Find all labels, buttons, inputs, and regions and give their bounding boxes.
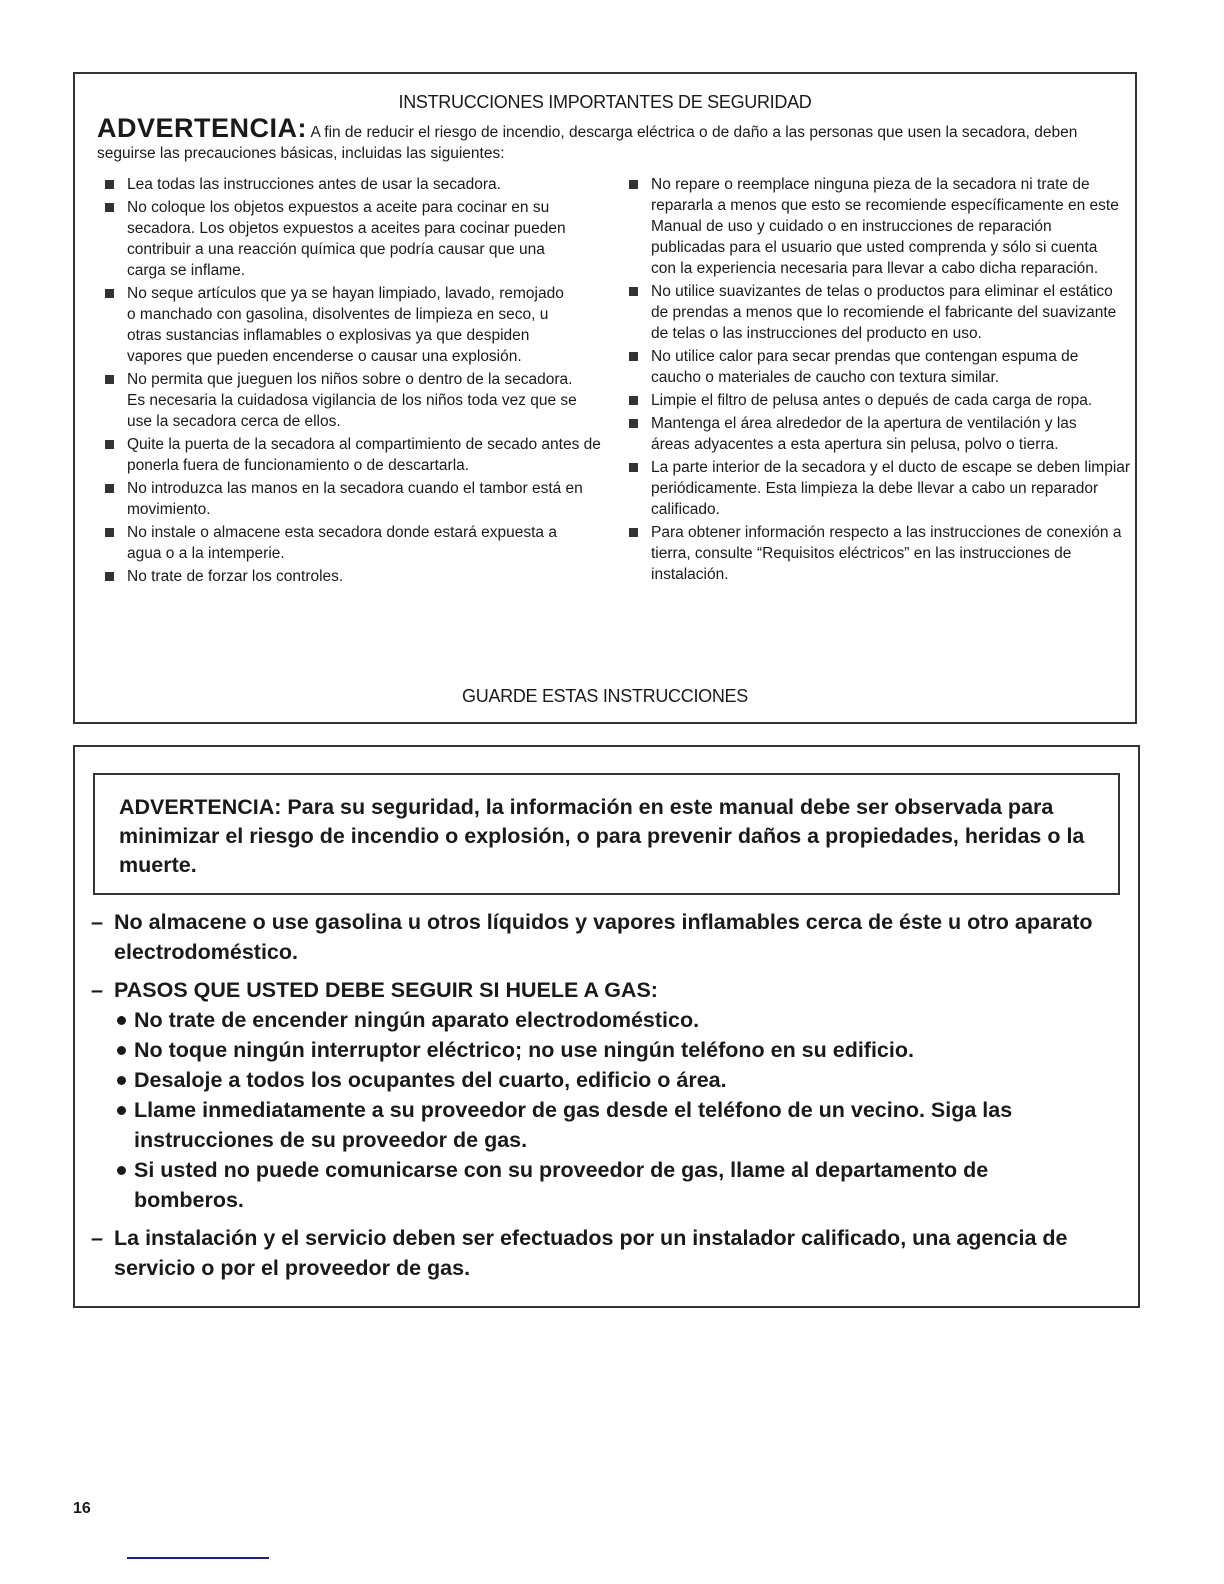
bullet-square-icon	[105, 180, 114, 189]
left-column	[101, 174, 601, 589]
item-text: Mantenga el área alrededor de la apertura de ventilación y las áreas adyacentes a esta apertura sin pelusa, polvo o tierra.	[651, 415, 1077, 453]
bullet-square-icon	[105, 528, 114, 537]
footer-rule	[127, 1557, 269, 1559]
item-text: No trate de forzar los controles.	[127, 568, 344, 585]
item-text: No introduzca las manos en la secadora cuando el tambor está en movimiento.	[127, 480, 583, 518]
step-item	[91, 1065, 1131, 1095]
bullet-square-icon	[629, 287, 638, 296]
item-text: La parte interior de la secadora y el ducto de escape se deben limpiar periódicamente. Esta limpieza la debe llevar a cabo un reparador calificado.	[651, 459, 1131, 518]
list-item	[101, 283, 567, 367]
bullet-square-icon	[629, 396, 638, 405]
bullet-square-icon	[629, 463, 638, 472]
list-item	[101, 522, 557, 564]
warning-label: ADVERTENCIA:	[97, 113, 308, 143]
item-text: No utilice calor para secar prendas que contengan espuma de caucho o materiales de caucho con textura similar.	[651, 348, 1079, 386]
step-text: No toque ningún interruptor eléctrico; no use ningún teléfono en su edificio.	[134, 1038, 914, 1062]
list-item	[101, 478, 597, 520]
bullet-dot-icon	[117, 1016, 126, 1025]
list-item	[625, 522, 1131, 585]
bullet-square-icon	[629, 180, 638, 189]
list-item	[101, 197, 582, 281]
dash-marker: –	[91, 910, 103, 934]
page-number: 16	[73, 1500, 91, 1517]
item-text: Lea todas las instrucciones antes de usar la secadora.	[127, 176, 501, 193]
gas-instructions	[91, 907, 1131, 1283]
bullet-square-icon	[105, 572, 114, 581]
list-item	[101, 434, 601, 476]
list-item	[625, 174, 1121, 279]
step-item	[91, 1155, 1094, 1215]
step-item	[91, 1035, 1131, 1065]
list-item	[625, 413, 1116, 455]
item-text: No instale o almacene esta secadora donde estará expuesta a agua o a la intemperie.	[127, 524, 557, 562]
item-text: No utilice suavizantes de telas o productos para eliminar el estático de prendas a menos que lo recomiende el fabricante del suavizante de telas o las instrucciones del producto en uso.	[651, 283, 1117, 342]
list-item	[101, 369, 577, 432]
bullet-square-icon	[105, 289, 114, 298]
bullet-dot-icon	[117, 1076, 126, 1085]
bullet-dot-icon	[117, 1046, 126, 1055]
step-text: No trate de encender ningún aparato electrodoméstico.	[134, 1008, 700, 1032]
list-item	[625, 457, 1131, 520]
dash-item-1: No almacene o use gasolina u otros líquidos y vapores inflamables cerca de éste u otro aparato electrodoméstico.	[114, 910, 1093, 964]
bullet-dot-icon	[117, 1106, 126, 1115]
item-text: No seque artículos que ya se hayan limpiado, lavado, remojado o manchado con gasolina, disolventes de limpieza en seco, u otras sustancias inflamables o explosivas ya que despiden vapores que pueden encenderse o causar una explosión.	[127, 285, 564, 365]
bullet-square-icon	[105, 203, 114, 212]
step-text: Si usted no puede comunicarse con su proveedor de gas, llame al departamento de bomberos.	[134, 1158, 989, 1212]
safety-instructions-box	[73, 72, 1137, 724]
save-instructions-heading: GUARDE ESTAS INSTRUCCIONES	[462, 686, 748, 706]
safety-title: INSTRUCCIONES IMPORTANTES DE SEGURIDAD	[398, 92, 812, 112]
item-text: No repare o reemplace ninguna pieza de la secadora ni trate de repararla a menos que esto se recomiende específicamente en este Manual de uso y cuidado o en instrucciones de reparación publicadas para el usuario que usted comprenda y sólo si cuenta con la experiencia necesaria para llevar a cabo dicha reparación.	[651, 176, 1119, 277]
step-item	[91, 1095, 1054, 1155]
bullet-square-icon	[629, 419, 638, 428]
list-item	[101, 174, 601, 195]
dash-marker: –	[91, 1226, 103, 1250]
inner-warning-box: ADVERTENCIA: Para su seguridad, la información en este manual debe ser observada para minimizar el riesgo de incendio o explosión, o para prevenir daños a propiedades, heridas o la muerte.	[93, 773, 1120, 895]
step-text: Desaloje a todos los ocupantes del cuarto, edificio o área.	[134, 1068, 727, 1092]
right-column	[625, 174, 1130, 587]
item-text: Limpie el filtro de pelusa antes o depués de cada carga de ropa.	[651, 392, 1093, 409]
warning-text: A fin de reducir el riesgo de incendio, descarga eléctrica o de daño a las personas que usen la secadora, deben seguirse las precauciones básicas, incluidas las siguientes:	[97, 124, 1078, 162]
warning-intro	[97, 113, 1097, 164]
list-item	[101, 566, 601, 587]
item-text: Para obtener información respecto a las instrucciones de conexión a tierra, consulte “Requisitos eléctricos” en las instrucciones de instalación.	[651, 524, 1122, 583]
dash-item-2: PASOS QUE USTED DEBE SEGUIR SI HUELE A GAS:	[114, 978, 658, 1002]
gas-warning-box	[73, 745, 1140, 1308]
dash-marker: –	[91, 978, 103, 1002]
list-item	[625, 390, 1126, 411]
bullet-square-icon	[105, 484, 114, 493]
list-item	[625, 346, 1130, 388]
item-text: No permita que jueguen los niños sobre o dentro de la secadora. Es necesaria la cuidadosa vigilancia de los niños toda vez que se use la secadora cerca de ellos.	[127, 371, 577, 430]
dash-item-3: La instalación y el servicio deben ser efectuados por un instalador calificado, una agencia de servicio o por el proveedor de gas.	[114, 1226, 1068, 1280]
step-item	[91, 1005, 1131, 1035]
bullet-dot-icon	[117, 1166, 126, 1175]
bullet-square-icon	[105, 440, 114, 449]
item-text: Quite la puerta de la secadora al compartimiento de secado antes de ponerla fuera de funcionamiento o de descartarla.	[127, 436, 601, 474]
list-item	[625, 281, 1126, 344]
bullet-square-icon	[105, 375, 114, 384]
step-text: Llame inmediatamente a su proveedor de gas desde el teléfono de un vecino. Siga las instrucciones de su proveedor de gas.	[134, 1098, 1013, 1152]
item-text: No coloque los objetos expuestos a aceite para cocinar en su secadora. Los objetos expuestos a aceites para cocinar pueden contribuir a una reacción química que podría causar que una carga se inflame.	[127, 199, 566, 279]
bullet-square-icon	[629, 352, 638, 361]
bullet-square-icon	[629, 528, 638, 537]
